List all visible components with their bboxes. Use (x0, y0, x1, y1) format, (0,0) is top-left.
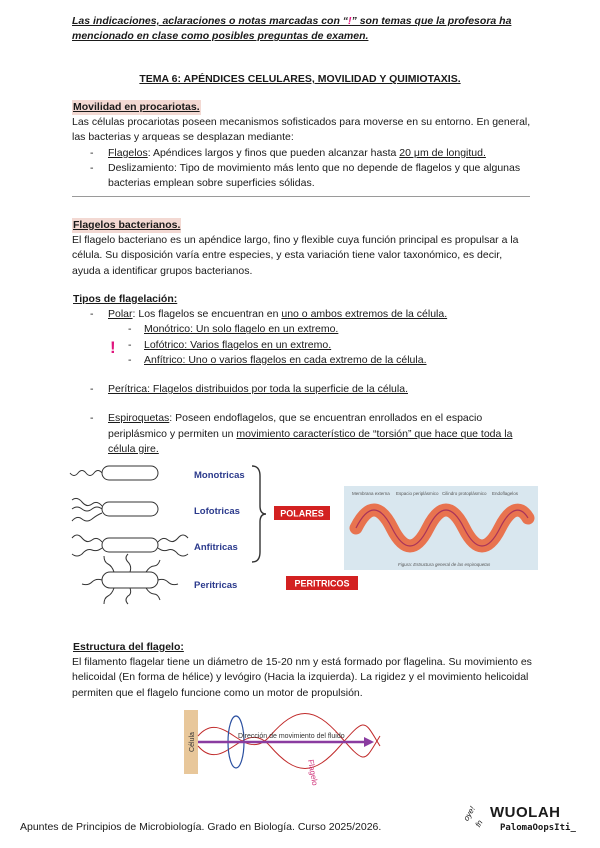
flagellation-types-figure (66, 458, 350, 610)
badge-peritricos-text: PERITRICOS (294, 578, 350, 589)
label-endoflagelos: Endoflagelos (492, 491, 519, 496)
flagellum (126, 554, 131, 572)
label-lofotricas: Lofotricas (194, 506, 240, 517)
wuolah-user: PalomaOopsIti_ (500, 823, 576, 833)
list-item-deslizamiento: - Deslizamiento: Tipo de movimiento más lento que no depende de flagelos y que algunas bacterias emplean sobre superficies sólidas. (72, 161, 532, 191)
watermark-oye: oye! (461, 804, 477, 823)
list-item-flagelos: - Flagelos: Apéndices largos y finos que pueden alcanzar hasta 20 μm de longitud. (72, 146, 532, 161)
watermark-fn: fn (473, 818, 485, 829)
heading-estructura: Estructura del flagelo: (73, 641, 184, 653)
label-espacio: Espacio periplásmico (396, 491, 439, 496)
heading-flagelos: Flagelos bacterianos. (72, 218, 181, 233)
list-item-lofotrico: - Lofótrico: Varios flagelos en un extremo. (72, 338, 532, 353)
arrow-head (364, 737, 374, 747)
flagellum (104, 588, 114, 604)
movilidad-intro: Las células procariotas poseen mecanismos sofisticados para moverse en su entorno. En general, las bacterias y arqueas se desplazan mediante: (72, 116, 531, 144)
exam-exclamation: ! (110, 338, 116, 357)
label-flagelo: Flagelo (306, 758, 320, 787)
flagelos-text: El flagelo bacteriano es un apéndice largo, fino y flexible cuya función principal es propulsar a la célula. Su disposición varía entre especies, y esta variación tiene valor taxonómico, es decir, ayuda a identificar grupos bacterianos. (72, 234, 519, 277)
flagellum (126, 588, 131, 604)
flagellum-motion-figure (184, 706, 384, 796)
heading-tipos: Tipos de flagelación: (73, 293, 178, 305)
figure2-caption: Figura: Estructura general de las espiroquetas (398, 562, 491, 567)
label-cilindro: Cilindro protoplásmico (442, 491, 487, 496)
list-item-polar: - Polar: Los flagelos se encuentran en uno o ambos extremos de la célula. (72, 307, 532, 322)
spirochete-figure (344, 486, 538, 570)
section-movilidad (72, 100, 532, 191)
flagellum (72, 507, 102, 511)
footer: Apuntes de Principios de Microbiología. Grado en Biología. Curso 2025/2026. (20, 821, 382, 833)
cell-peritrico (102, 572, 158, 588)
figure-background (344, 486, 538, 570)
brace (252, 466, 266, 562)
list-item-monotrico: - Monótrico: Un solo flagelo en un extremo. (72, 322, 532, 337)
section-tipos (72, 292, 532, 457)
list-item-anfitrico: - Anfítrico: Uno o varios flagelos en cada extremo de la célula. (72, 353, 532, 368)
flagellum (72, 535, 102, 542)
flagellum (72, 513, 102, 521)
label-monotricas: Monotricas (194, 470, 245, 481)
flagellum (158, 579, 178, 584)
label-direccion: Dirección de movimiento del fluido (238, 733, 345, 740)
flagellum (146, 588, 160, 600)
label-peritricas: Peritricas (194, 580, 238, 591)
cell-lofotrico (102, 502, 158, 516)
badge-polares-text: POLARES (280, 508, 324, 519)
cell-monotrico (102, 466, 158, 480)
heading-movilidad: Movilidad en procariotas. (72, 100, 201, 115)
flagellum (158, 548, 188, 556)
flagellum (146, 560, 160, 572)
cell-anfitrico (102, 538, 158, 552)
section-estructura (72, 640, 532, 701)
flagellum (82, 579, 102, 584)
flagellum (72, 548, 102, 556)
flagellum (104, 556, 114, 572)
divider (72, 196, 530, 197)
flagellum (72, 498, 102, 506)
estructura-text: El filamento flagelar tiene un diámetro de 15-20 nm y está formado por flagelina. Su movimiento es helicoidal (En forma de hélice) y levógiro (Hacia la izquierda). La rigidez y el movimiento helicoidal permiten que el flagelo funcione como un motor de propulsión. (72, 656, 532, 699)
list-item-peritrica: - Perítrica: Flagelos distribuidos por toda la superficie de la célula. (72, 382, 532, 397)
wuolah-logo: WUOLAH (490, 804, 561, 821)
exam-note: Las indicaciones, aclaraciones o notas marcadas con “!” son temas que la profesora ha mencionado en clase como posibles preguntas de examen. (72, 15, 512, 43)
label-membrana: Membrana externa (352, 491, 390, 496)
helix-curve (198, 725, 380, 769)
label-celula: Célula (189, 732, 196, 752)
flagellum (70, 471, 102, 476)
list-item-espiroquetas: - Espiroquetas: Poseen endoflagelos, que se encuentran enrollados en el espacio periplásmico y permiten un movimiento característico de “torsión” que hace que toda la célula gire. (72, 411, 532, 457)
label-anfitricas: Anfitricas (194, 542, 238, 553)
flagellum (158, 535, 188, 542)
exclamation-mark: ! (348, 15, 352, 27)
chapter-title: TEMA 6: APÉNDICES CELULARES, MOVILIDAD Y QUIMIOTAXIS. (139, 73, 461, 85)
section-flagelos (72, 218, 532, 279)
